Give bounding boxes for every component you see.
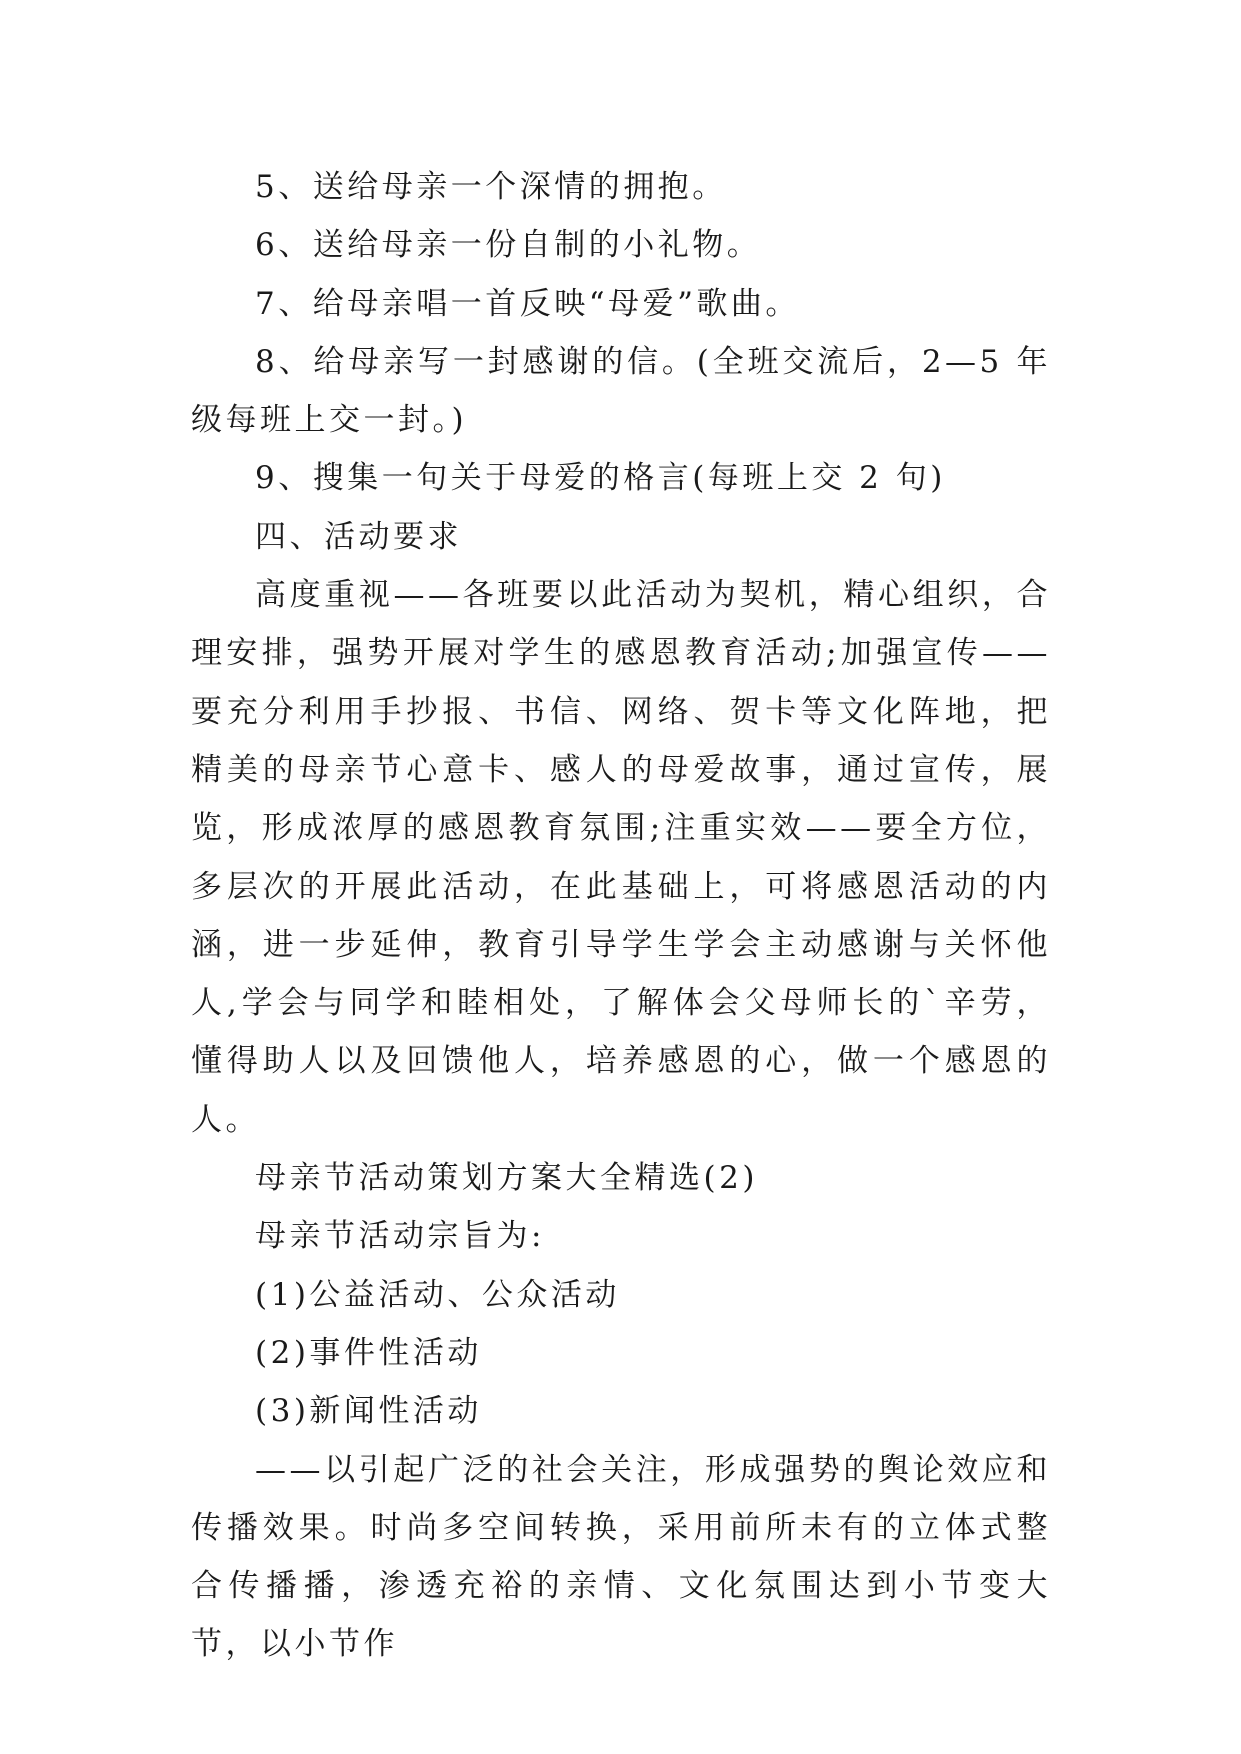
purpose-item-1: (1)公益活动、公众活动	[255, 1276, 620, 1313]
paragraph-requirements-body: 高度重视——各班要以此活动为契机，精心组织，合理安排，强势开展对学生的感恩教育活动;加强宣传——要充分利用手抄报、书信、网络、贺卡等文化阵地，把精美的母亲节心意卡、感人的母爱故事，通过宣传，展览，形成浓厚的感恩教育氛围;注重实效——要全方位，多层次的开展此活动，在此基础上，可将感恩活动的内涵，进一步延伸，教育引导学生学会主动感谢与关怀他人,学会与同学和睦相处，了解体会父母师长的`辛劳，懂得助人以及回馈他人，培养感恩的心，做一个感恩的人。	[191, 577, 1051, 1138]
section-title-plan-2: 母亲节活动策划方案大全精选(2)	[255, 1160, 758, 1197]
section-heading-requirements: 四、活动要求	[255, 518, 462, 555]
purpose-item-3: (3)新闻性活动	[255, 1393, 482, 1430]
paragraph-item-8: 8、给母亲写一封感谢的信。(全班交流后，2—5 年级每班上交一封。)	[191, 343, 1051, 439]
paragraph-item-7: 7、给母亲唱一首反映“母爱”歌曲。	[255, 285, 800, 322]
purpose-item-2: (2)事件性活动	[255, 1334, 482, 1371]
paragraph-purpose-intro: 母亲节活动宗旨为:	[255, 1218, 545, 1255]
paragraph-purpose-body: ——以引起广泛的社会关注，形成强势的舆论效应和传播效果。时尚多空间转换，采用前所未有的立体式整合传播播，渗透充裕的亲情、文化氛围达到小节变大节，以小节作	[191, 1451, 1051, 1663]
document-body	[191, 158, 1051, 1674]
paragraph-item-6: 6、送给母亲一份自制的小礼物。	[255, 227, 762, 264]
paragraph-item-5: 5、送给母亲一个深情的拥抱。	[255, 169, 727, 205]
paragraph-item-9: 9、搜集一句关于母爱的格言(每班上交 2 句)	[255, 460, 946, 497]
